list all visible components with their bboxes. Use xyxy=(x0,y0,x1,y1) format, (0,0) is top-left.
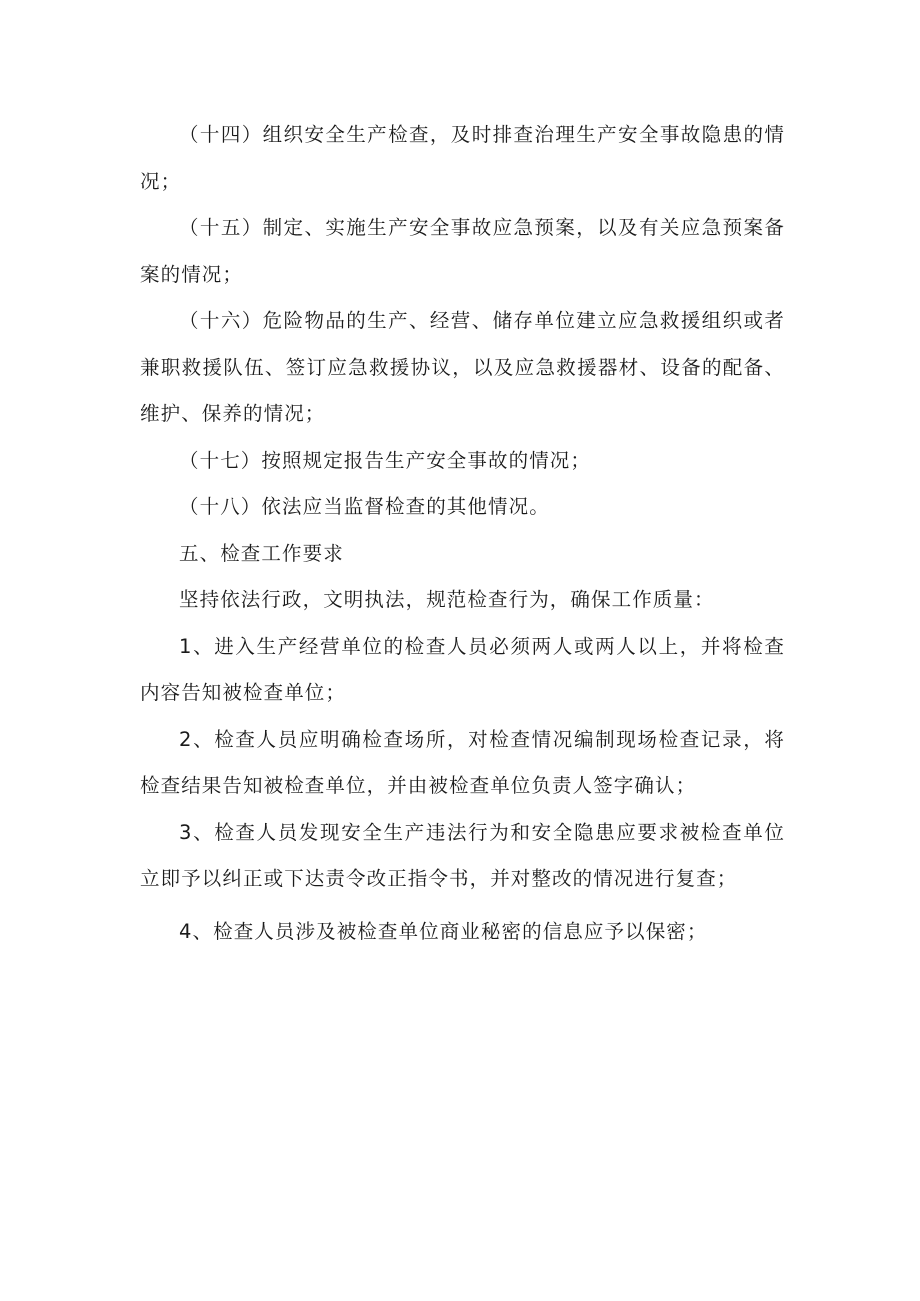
document-body xyxy=(140,112,785,955)
paragraph-item-17: （十七）按照规定报告生产安全事故的情况； xyxy=(179,448,592,472)
paragraph-item-14: （十四）组织安全生产检查，及时排查治理生产安全事故隐患的情况； xyxy=(140,123,785,193)
requirement-3: 3、检查人员发现安全生产违法行为和安全隐患应要求被检查单位立即予以纠正或下达责令改正指令书，并对整改的情况进行复查； xyxy=(140,820,785,890)
paragraph-item-15: （十五）制定、实施生产安全事故应急预案，以及有关应急预案备案的情况； xyxy=(140,216,785,286)
paragraph-item-18: （十八）依法应当监督检查的其他情况。 xyxy=(179,495,550,518)
requirement-2: 2、检查人员应明确检查场所，对检查情况编制现场检查记录，将检查结果告知被检查单位，并由被检查单位负责人签字确认； xyxy=(140,727,785,797)
paragraph-item-16: （十六）危险物品的生产、经营、储存单位建立应急救援组织或者兼职救援队伍、签订应急救援协议，以及应急救援器材、设备的配备、维护、保养的情况； xyxy=(140,309,785,425)
requirement-4: 4、检查人员涉及被检查单位商业秘密的信息应予以保密； xyxy=(179,919,708,943)
section-heading-requirements: 五、检查工作要求 xyxy=(179,541,344,565)
requirement-1: 1、进入生产经营单位的检查人员必须两人或两人以上，并将检查内容告知被检查单位； xyxy=(140,634,785,704)
requirements-intro: 坚持依法行政，文明执法，规范检查行为，确保工作质量： xyxy=(179,588,715,611)
